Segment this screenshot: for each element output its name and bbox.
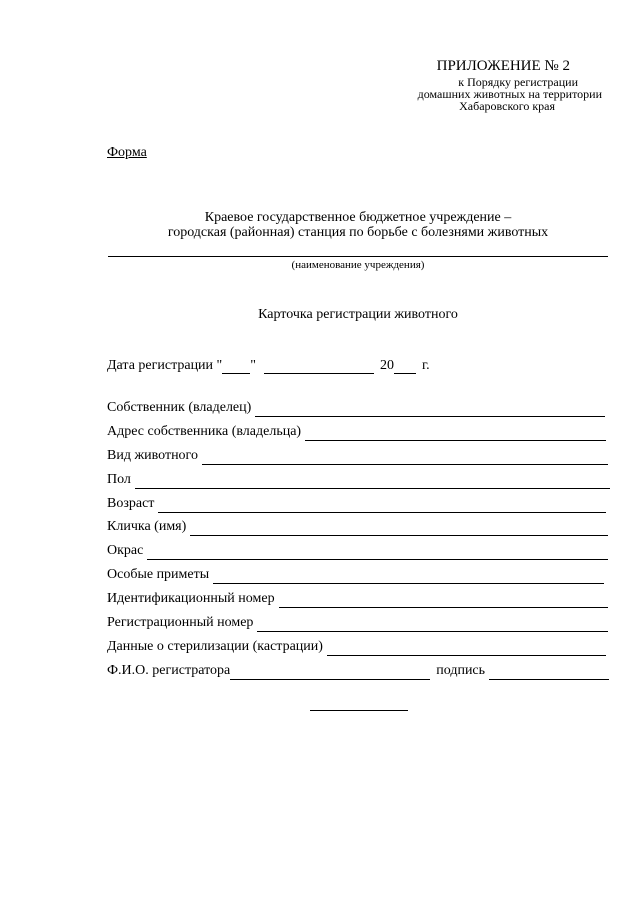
- field-row-species: [107, 445, 608, 465]
- field-row-color: [107, 540, 608, 560]
- field-blank-sterilization[interactable]: [327, 641, 606, 656]
- card-title: Карточка регистрации животного: [258, 307, 458, 322]
- field-label: Адрес собственника (владельца): [107, 424, 302, 439]
- date-year-blank[interactable]: [394, 359, 416, 374]
- field-label: Кличка (имя): [107, 519, 187, 534]
- registration-date-row: [107, 358, 430, 374]
- field-label: Окрас: [107, 543, 144, 558]
- field-row-age: [107, 493, 606, 513]
- signature-blank[interactable]: [489, 665, 609, 680]
- field-label: Регистрационный номер: [107, 615, 254, 630]
- institution-line-1: Краевое государственное бюджетное учреждение –: [204, 210, 512, 225]
- appendix-line-3: Хабаровского края: [459, 99, 555, 113]
- field-blank-owner-address[interactable]: [305, 426, 606, 441]
- registrar-row: [107, 660, 609, 680]
- field-label: Пол: [107, 472, 131, 487]
- field-label: Идентификационный номер: [107, 591, 275, 606]
- field-blank-age[interactable]: [158, 498, 606, 513]
- field-blank-owner[interactable]: [255, 402, 605, 417]
- institution-line-2: городская (районная) станция по борьбе с болезнями животных: [167, 225, 549, 240]
- field-row-registration-number: [107, 612, 608, 632]
- field-label: Особые приметы: [107, 567, 210, 582]
- closing-rule: [310, 710, 408, 711]
- institution-underline: [108, 256, 608, 257]
- field-label: Возраст: [107, 496, 155, 511]
- appendix-line-2: домашних животных на территории: [417, 87, 602, 101]
- institution-caption: (наименование учреждения): [291, 259, 425, 271]
- date-label: Дата регистрации ": [107, 358, 223, 373]
- appendix-line-1: к Порядку регистрации: [458, 75, 578, 89]
- field-label: Вид животного: [107, 448, 198, 463]
- field-blank-id-number[interactable]: [279, 593, 608, 608]
- date-month-blank[interactable]: [264, 359, 374, 374]
- field-label: Собственник (владелец): [107, 400, 252, 415]
- date-year-prefix: 20: [379, 358, 394, 373]
- field-blank-sex[interactable]: [135, 474, 610, 489]
- field-row-sterilization: [107, 636, 606, 656]
- appendix-title: ПРИЛОЖЕНИЕ № 2: [436, 58, 570, 74]
- signature-label: подпись: [436, 663, 486, 678]
- date-quote-close: ": [250, 358, 256, 373]
- field-blank-species[interactable]: [202, 450, 608, 465]
- field-row-special-marks: [107, 564, 604, 584]
- field-row-owner: [107, 397, 605, 417]
- field-blank-color[interactable]: [147, 545, 608, 560]
- form-label: Форма: [107, 145, 147, 160]
- field-row-nickname: [107, 516, 608, 536]
- date-day-blank[interactable]: [222, 359, 250, 374]
- date-year-suffix: г.: [421, 358, 430, 373]
- field-label: Данные о стерилизации (кастрации): [107, 639, 323, 654]
- registrar-name-blank[interactable]: [230, 665, 430, 680]
- field-blank-special-marks[interactable]: [213, 569, 604, 584]
- field-blank-nickname[interactable]: [190, 521, 608, 536]
- field-row-sex: [107, 469, 610, 489]
- field-row-id-number: [107, 588, 608, 608]
- field-blank-registration-number[interactable]: [257, 617, 608, 632]
- registrar-label: Ф.И.О. регистратора: [107, 663, 231, 678]
- field-row-owner-address: [107, 421, 606, 441]
